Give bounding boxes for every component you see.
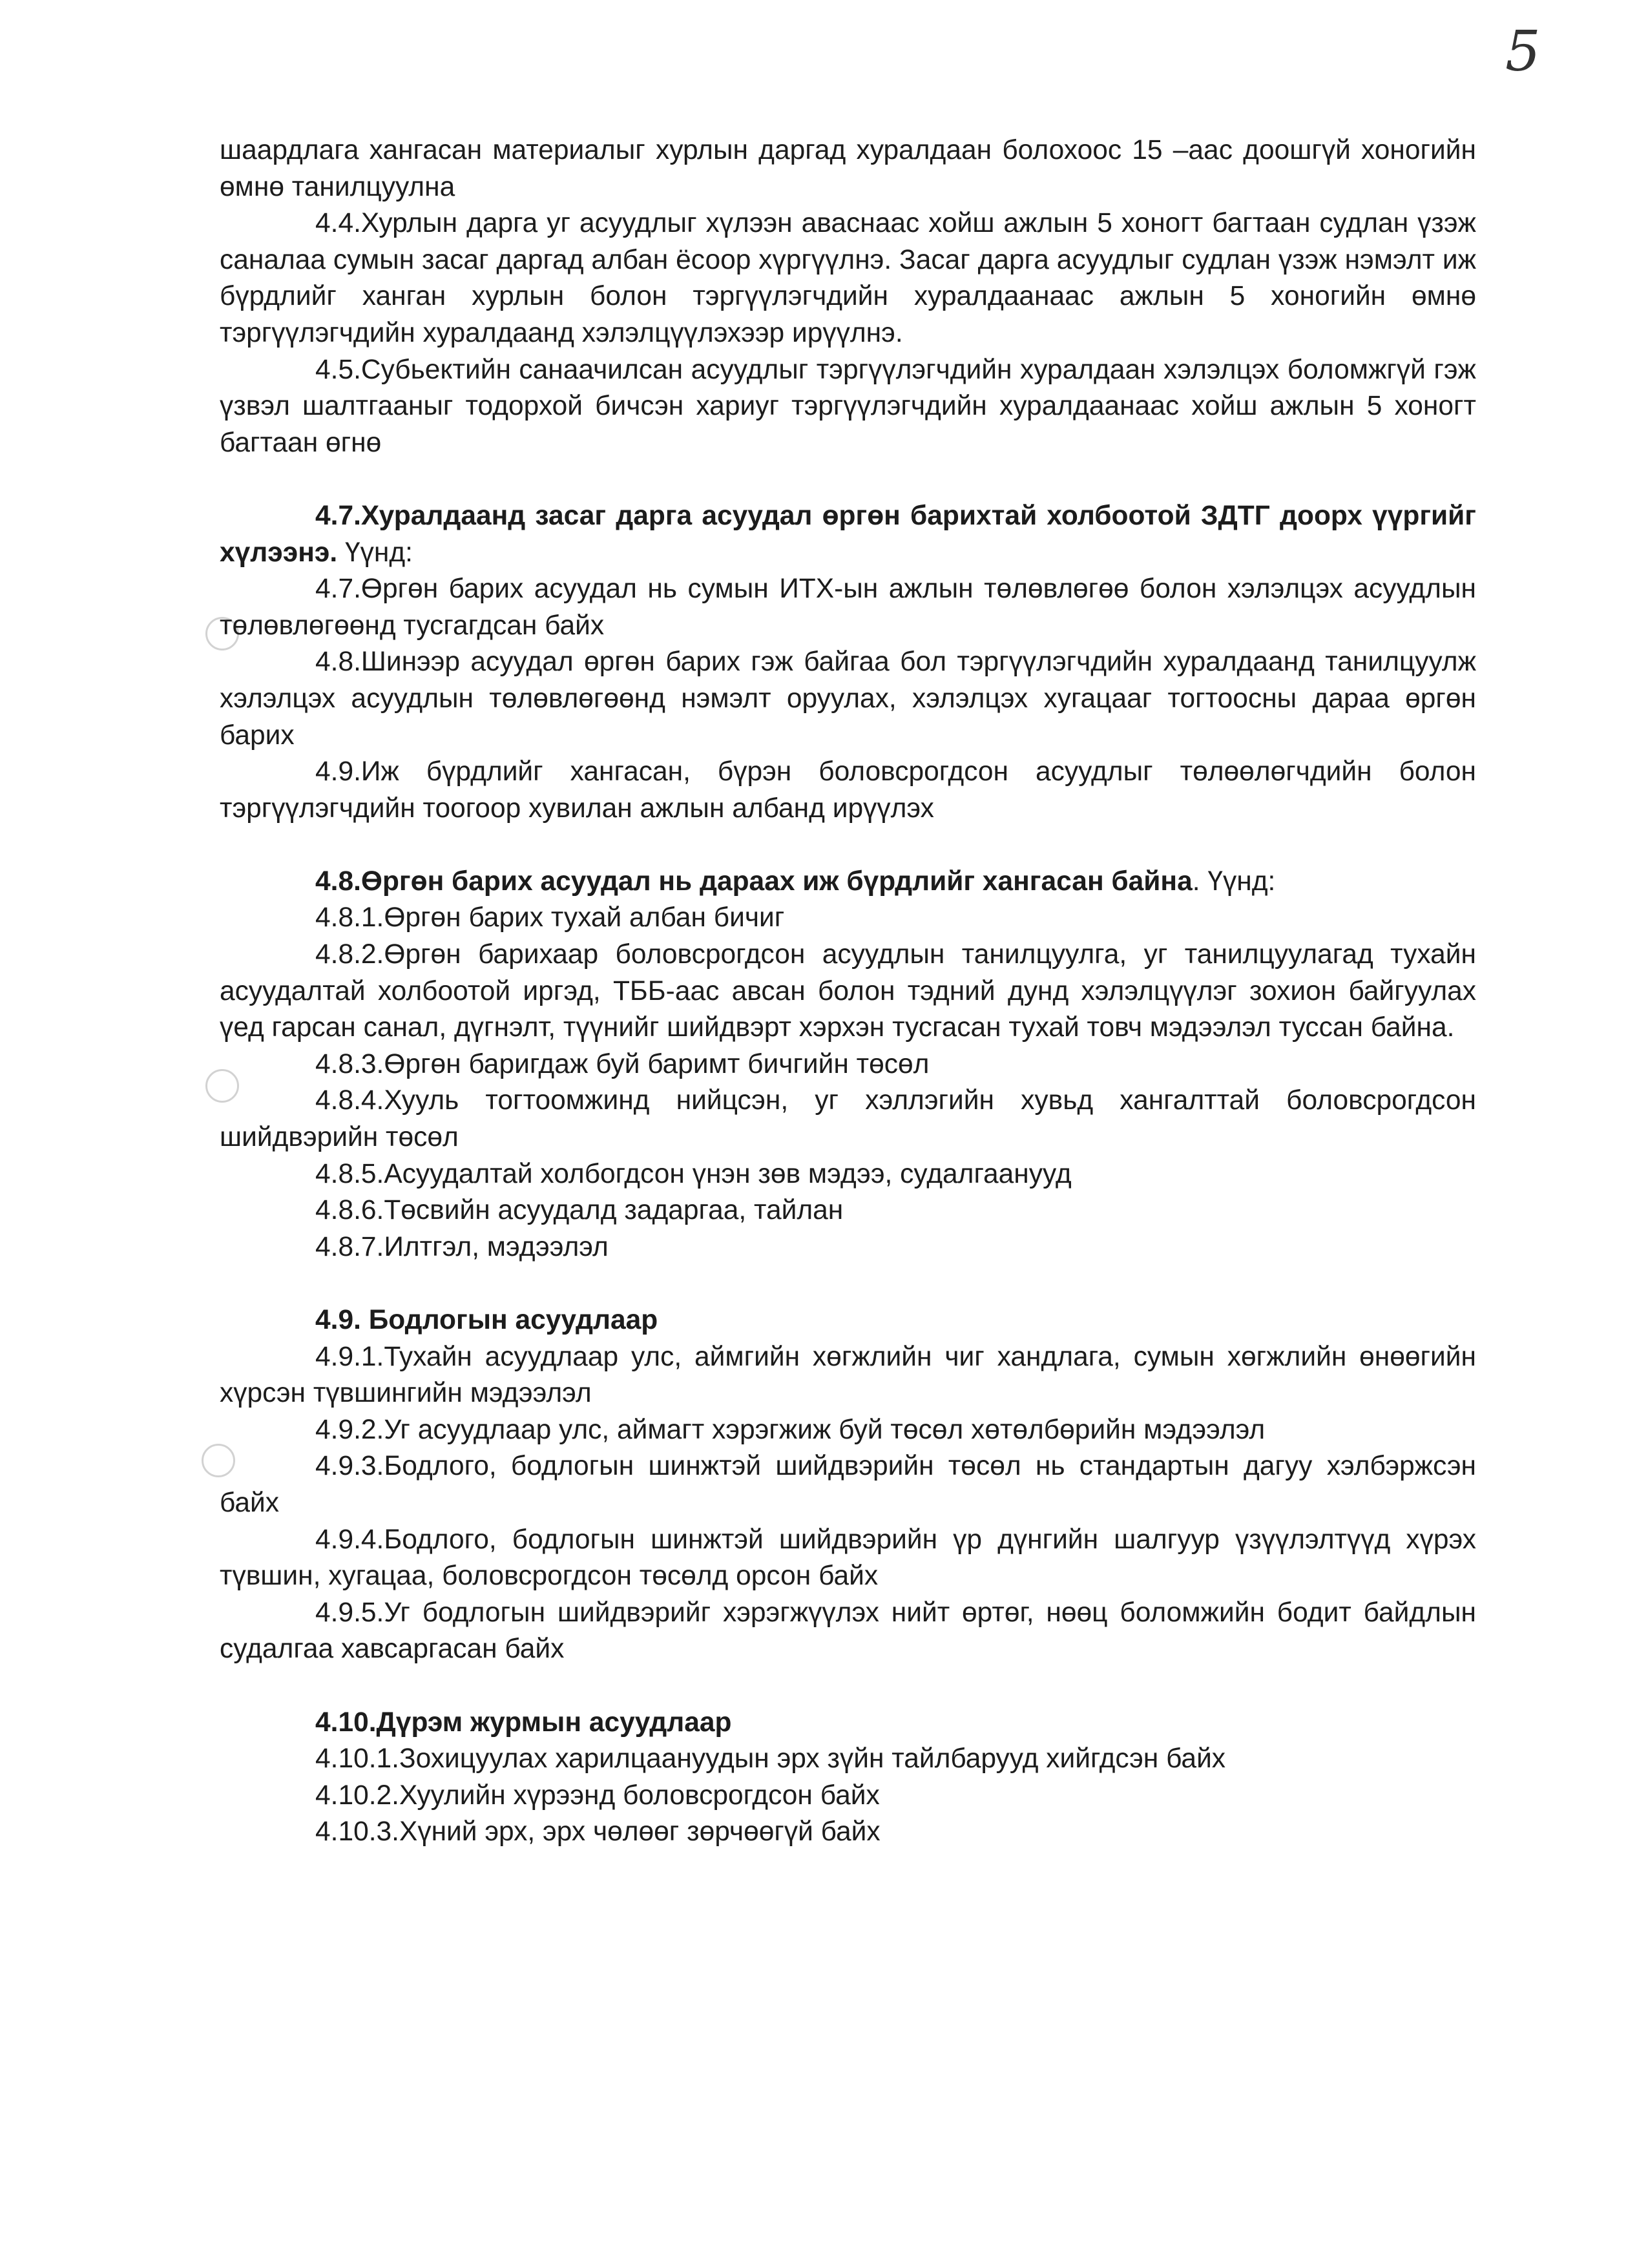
paragraph: 4.4.Хурлын дарга уг асуудлыг хүлээн аваснаас хойш ажлын 5 хоногт багтаан судлан үзэж саналаа сумын засаг даргад албан ёсоор хүргүүлнэ. Засаг дарга асуудлыг судлан үзэж нэмэлт иж бүрдлийг ханган хурлын болон тэргүүлэгчдийн хуралдаанаас ажлын 5 хоногийн өмнө тэргүүлэгчдийн хуралдаанд хэлэлцүүлэхээр ирүүлнэ. xyxy=(220,208,1476,348)
section-heading-title: 4.10.Дүрэм журмын асуудлаар xyxy=(315,1707,732,1738)
paragraph: 4.9.3.Бодлого, бодлогын шинжтэй шийдвэрийн төсөл нь стандартын дагуу хэлбэржсэн байх xyxy=(220,1451,1476,1518)
list-item: 4.10.3.Хүний эрх, эрх чөлөөг зөрчөөгүй байх xyxy=(315,1816,881,1847)
section-heading-title: 4.7.Хуралдаанд засаг дарга асуудал өргөн барихтай холбоотой ЗДТГ доорх үүргийг хүлээнэ. xyxy=(220,500,1476,568)
section-heading-suffix: . Үүнд: xyxy=(1192,866,1276,897)
paragraph: 4.8.2.Өргөн барихаар боловсрогдсон асуудлын танилцуулга, уг танилцуулагад тухайн асуудалтай холбоотой иргэд, ТББ-аас авсан болон тэдний дунд хэлэлцүүлэг зохион байгуулах үед гарсан санал, дүгнэлт, түүнийг шийдвэрт хэрхэн тусгасан тухай товч мэдээлэл туссан байна. xyxy=(220,939,1476,1043)
section-heading xyxy=(220,498,1476,571)
paragraph: 4.8.7.Илтгэл, мэдээлэл xyxy=(315,1231,609,1262)
paragraph: 4.8.6.Төсвийн асуудалд задаргаа, тайлан xyxy=(315,1195,844,1226)
section-heading-suffix: Үүнд: xyxy=(337,537,413,568)
paragraph: шаардлага хангасан материалыг хурлын даргад хуралдаан болохоос 15 –аас доошгүй хоногийн өмнө танилцуулна xyxy=(220,135,1476,202)
page-number: 5 xyxy=(1505,19,1541,84)
paragraph: 4.9.2.Уг асуудлаар улс, аймагт хэрэгжиж буй төсөл хөтөлбөрийн мэдээлэл xyxy=(315,1414,1266,1445)
list-item: 4.10.2.Хуулийн хүрээнд боловсрогдсон байх xyxy=(315,1780,880,1811)
paragraph: 4.5.Субьектийн санаачилсан асуудлыг тэргүүлэгчдийн хуралдаан хэлэлцэх боломжгүй гэж үзвэл шалтгааныг тодорхой бичсэн хариуг тэргүүлэгчдийн хуралдаанаас хойш ажлын 5 хоногт багтаан өгнө xyxy=(220,354,1476,458)
section-heading-title: 4.9. Бодлогын асуудлаар xyxy=(315,1305,658,1335)
paragraph: 4.7.Өргөн барих асуудал нь сумын ИТХ-ын ажлын төлөвлөгөө болон хэлэлцэх асуудлын төлөвлөгөөнд тусгагдсан байх xyxy=(220,574,1476,641)
paragraph: 4.8.Шинээр асуудал өргөн барих гэж байгаа бол тэргүүлэгчдийн хуралдаанд танилцуулж хэлэлцэх асуудлын төлөвлөгөөнд нэмэлт оруулах, хэлэлцэх хугацааг тогтоосны дараа өргөн барих xyxy=(220,647,1476,751)
section-heading xyxy=(220,864,1476,900)
paragraph-gap xyxy=(220,1265,1476,1302)
document-body xyxy=(220,132,1476,1851)
paragraph-gap xyxy=(220,1668,1476,1705)
list-item: 4.10.1.Зохицуулах харилцаануудын эрх зүйн тайлбарууд хийгдсэн байх xyxy=(315,1743,1226,1774)
section-heading xyxy=(220,1302,1476,1339)
paragraph: 4.8.3.Өргөн баригдаж буй баримт бичгийн төсөл xyxy=(315,1048,930,1079)
paragraph: 4.8.1.Өргөн барих тухай албан бичиг xyxy=(315,902,785,933)
section-heading xyxy=(220,1705,1476,1742)
section-heading-title: 4.8.Өргөн барих асуудал нь дараах иж бүрдлийг хангасан байна xyxy=(315,866,1193,897)
paragraph: 4.9.4.Бодлого, бодлогын шинжтэй шийдвэрийн үр дүнгийн шалгуур үзүүлэлтүүд хүрэх түвшин, хугацаа, боловсрогдсон төсөлд орсон байх xyxy=(220,1524,1476,1592)
paragraph-gap xyxy=(220,827,1476,864)
paragraph-gap xyxy=(220,461,1476,498)
paragraph: 4.9.Иж бүрдлийг хангасан, бүрэн боловсрогдсон асуудлыг төлөөлөгчдийн болон тэргүүлэгчдийн тоогоор хувилан ажлын албанд ирүүлэх xyxy=(220,756,1476,824)
paragraph: 4.9.1.Тухайн асуудлаар улс, аймгийн хөгжлийн чиг хандлага, сумын хөгжлийн өнөөгийн хүрсэн түвшингийн мэдээлэл xyxy=(220,1341,1476,1409)
paragraph: 4.8.5.Асуудалтай холбогдсон үнэн зөв мэдээ, судалгаанууд xyxy=(315,1158,1072,1189)
paragraph: 4.8.4.Хууль тогтоомжинд нийцсэн, уг хэллэгийн хувьд хангалттай боловсрогдсон шийдвэрийн төсөл xyxy=(220,1085,1476,1153)
paragraph: 4.9.5.Уг бодлогын шийдвэрийг хэрэгжүүлэх нийт өртөг, нөөц боломжийн бодит байдлын судалгаа хавсаргасан байх xyxy=(220,1597,1476,1665)
